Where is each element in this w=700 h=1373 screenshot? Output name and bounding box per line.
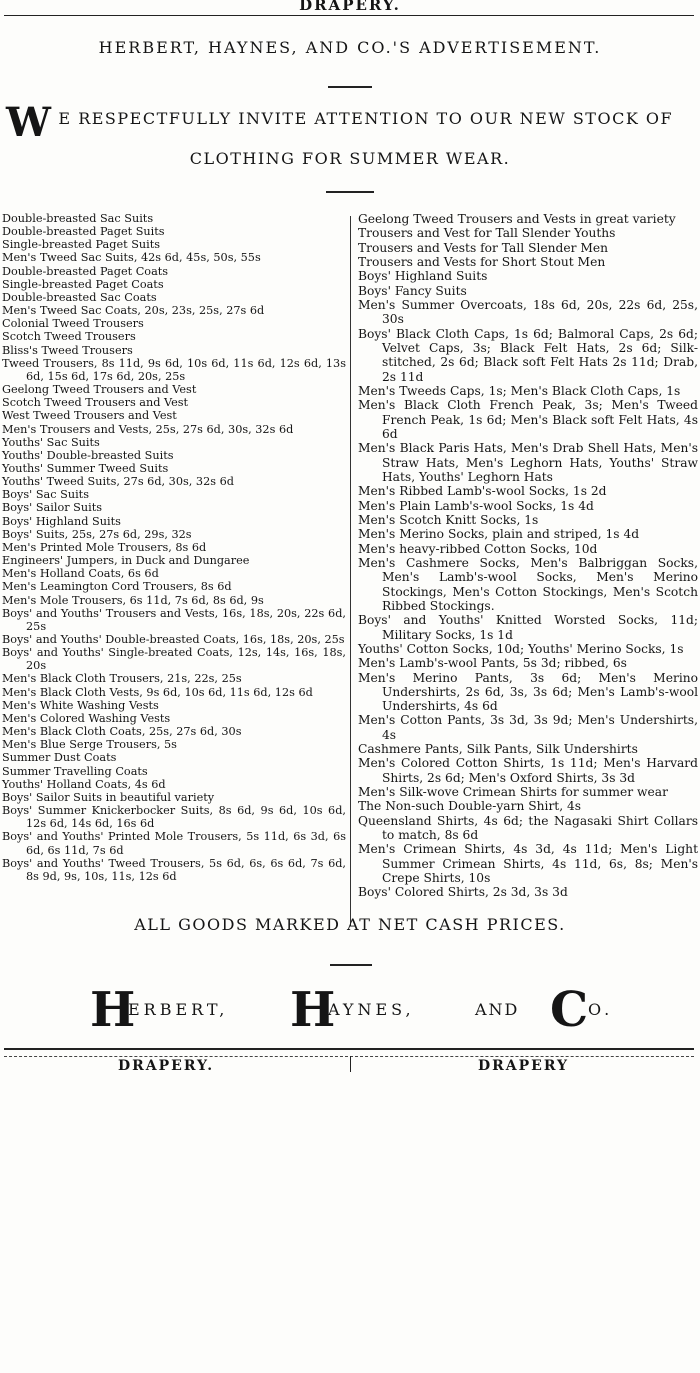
list-item: Men's Ribbed Lamb's-wool Socks, 1s 2d: [358, 484, 607, 499]
list-item: Youths' Sac Suits: [2, 435, 100, 449]
list-item: Summer Dust Coats: [2, 751, 117, 765]
drop-cap: W: [6, 99, 53, 146]
list-item: Men's Summer Overcoats, 18s 6d, 20s, 22s 6d, 25s, 30s: [358, 297, 698, 327]
list-item: Men's Merino Socks, plain and striped, 1s 4d: [358, 527, 640, 542]
list-item: Trousers and Vests for Short Stout Men: [358, 254, 606, 269]
footer-right: DRAPERY: [478, 1058, 570, 1074]
running-head: DRAPERY.: [299, 0, 401, 14]
short-rule: [328, 86, 372, 88]
list-item: The Non-such Double-yarn Shirt, 4s: [358, 799, 582, 814]
list-item: Youths' Holland Coats, 4s 6d: [2, 777, 166, 791]
list-item: Trousers and Vest for Tall Slender Youths: [358, 226, 616, 241]
list-item: Men's Lamb's-wool Pants, 5s 3d; ribbed, 6s: [358, 656, 627, 671]
list-item: Boys' and Youths' Printed Mole Trousers, 5s 11d, 6s 3d, 6s 6d, 6s 11d, 7s 6d: [2, 830, 346, 857]
footer-left: DRAPERY.: [118, 1058, 215, 1074]
list-item: Youths' Cotton Socks, 10d; Youths' Merino Socks, 1s: [358, 641, 684, 656]
top-rule: [4, 15, 694, 16]
list-item: Double-breasted Paget Suits: [2, 225, 165, 239]
signature-initial-c: C: [550, 982, 593, 1038]
list-item: Men's Crimean Shirts, 4s 3d, 4s 11d; Men's Light Summer Crimean Shirts, 4s 11d, 6s, 8s; Men's Crepe Shirts, 10s: [358, 842, 698, 886]
list-item: Boys' and Youths' Double-breasted Coats, 16s, 18s, 20s, 25s: [2, 633, 345, 646]
list-item: Men's Black Cloth French Peak, 3s; Men's Tweed French Peak, 1s 6d; Men's Black soft Felt Hats, 4s 6d: [358, 398, 698, 441]
list-item: Boys' Sailor Suits: [2, 501, 103, 515]
list-item: Boys' and Youths' Trousers and Vests, 16s, 18s, 20s, 22s 6d, 25s: [2, 606, 346, 633]
list-item: Bliss's Tweed Trousers: [2, 343, 133, 357]
list-item: Boys' Summer Knickerbocker Suits, 8s 6d, 9s 6d, 10s 6d, 12s 6d, 14s 6d, 16s 6d: [2, 804, 346, 831]
list-item: Men's Tweed Sac Coats, 20s, 23s, 25s, 27s 6d: [2, 304, 265, 318]
list-item: Scotch Tweed Trousers and Vest: [2, 396, 189, 410]
list-item: Boys' Highland Suits: [358, 269, 488, 284]
list-item: Youths' Double-breasted Suits: [2, 448, 174, 462]
list-item: Double-breasted Paget Coats: [2, 264, 169, 278]
list-item: Boys' and Youths' Tweed Trousers, 5s 6d, 6s, 6s 6d, 7s 6d, 8s 9d, 9s, 10s, 11s, 12s 6d: [2, 856, 346, 883]
short-rule: [326, 191, 374, 193]
net-cash-notice: ALL GOODS MARKED AT NET CASH PRICES.: [134, 915, 566, 934]
list-item: Men's Cashmere Socks, Men's Balbriggan Socks, Men's Lamb's-wool Socks, Men's Merino Stockings, Men's Cotton Stockings, Men's Scotch Ribbed Stockings.: [358, 555, 698, 613]
intro-paragraph: [6, 99, 694, 170]
list-item: Youths' Summer Tweed Suits: [2, 461, 169, 475]
list-item: Trousers and Vests for Tall Slender Men: [358, 240, 609, 255]
list-item: Men's Tweed Sac Suits, 42s 6d, 45s, 50s, 55s: [2, 251, 261, 265]
list-item: Men's Silk-wove Crimean Shirts for summer wear: [358, 785, 668, 800]
list-item: Double-breasted Sac Suits: [2, 212, 154, 225]
list-item: Boys' and Youths' Single-breated Coats, 12s, 14s, 16s, 18s, 20s: [2, 646, 346, 673]
list-item: Men's Holland Coats, 6s 6d: [2, 567, 159, 581]
signature-co: O.: [588, 1000, 614, 1019]
list-item: Scotch Tweed Trousers: [2, 330, 136, 344]
advertisement-title: HERBERT, HAYNES, AND CO.'S ADVERTISEMENT.: [98, 38, 602, 57]
list-item: Double-breasted Sac Coats: [2, 290, 157, 304]
list-item: Men's Leamington Cord Trousers, 8s 6d: [2, 580, 232, 594]
short-rule: [330, 964, 372, 966]
signature-and: AND: [475, 1000, 520, 1019]
list-item: Men's Tweeds Caps, 1s; Men's Black Cloth Caps, 1s: [358, 383, 681, 398]
list-item: Geelong Tweed Trousers and Vests in great variety: [358, 212, 676, 226]
right-column: [358, 212, 698, 900]
signature-herbert: ERBERT,: [128, 1000, 229, 1019]
list-item: Engineers' Jumpers, in Duck and Dungaree: [2, 554, 250, 568]
list-item: Men's Blue Serge Trousers, 5s: [2, 738, 177, 752]
left-column: [2, 212, 346, 883]
intro-line-1: E RESPECTFULLY INVITE ATTENTION TO OUR NEW STOCK OF: [58, 109, 674, 128]
list-item: Summer Travelling Coats: [2, 764, 148, 778]
list-item: Boys' Sailor Suits in beautiful variety: [2, 790, 215, 804]
list-item: Men's White Washing Vests: [2, 698, 159, 712]
list-item: Boys' Suits, 25s, 27s 6d, 29s, 32s: [2, 527, 192, 541]
list-item: Men's Colored Washing Vests: [2, 711, 171, 725]
list-item: Men's Scotch Knitt Socks, 1s: [358, 512, 539, 527]
list-item: Queensland Shirts, 4s 6d; the Nagasaki Shirt Collars to match, 8s 6d: [358, 813, 698, 843]
list-item: Boys' Sac Suits: [2, 488, 89, 502]
footer-divider: [350, 1056, 351, 1072]
signature-haynes: AYNES,: [328, 1000, 415, 1019]
list-item: Boys' and Youths' Knitted Worsted Socks, 11d; Military Socks, 1s 1d: [358, 613, 698, 642]
list-item: Men's Plain Lamb's-wool Socks, 1s 4d: [358, 498, 594, 513]
list-item: Cashmere Pants, Silk Pants, Silk Undershirts: [358, 742, 638, 757]
list-item: Men's Cotton Pants, 3s 3d, 3s 9d; Men's Undershirts, 4s: [358, 713, 698, 742]
signature-initial-h: H: [290, 982, 340, 1038]
list-item: Men's Mole Trousers, 6s 11d, 7s 6d, 8s 6d, 9s: [2, 593, 264, 607]
list-item: West Tweed Trousers and Vest: [2, 409, 177, 423]
list-item: Men's Merino Pants, 3s 6d; Men's Merino Undershirts, 2s 6d, 3s, 3s 6d; Men's Lamb's-wool Undershirts, 4s 6d: [358, 670, 698, 714]
list-item: Youths' Tweed Suits, 27s 6d, 30s, 32s 6d: [2, 475, 234, 489]
list-item: Men's heavy-ribbed Cotton Socks, 10d: [358, 541, 598, 556]
list-item: Men's Black Cloth Trousers, 21s, 22s, 25s: [2, 672, 242, 686]
intro-line-2: CLOTHING FOR SUMMER WEAR.: [189, 149, 511, 168]
list-item: Men's Black Paris Hats, Men's Drab Shell Hats, Men's Straw Hats, Men's Leghorn Hats, Youths' Straw Hats, Youths' Leghorn Hats: [358, 441, 698, 484]
list-item: Men's Printed Mole Trousers, 8s 6d: [2, 540, 207, 554]
signature-initial-h: H: [90, 982, 140, 1038]
list-item: Colonial Tweed Trousers: [2, 317, 144, 331]
list-item: Men's Trousers and Vests, 25s, 27s 6d, 30s, 32s 6d: [2, 422, 294, 436]
list-item: Men's Black Cloth Vests, 9s 6d, 10s 6d, 11s 6d, 12s 6d: [2, 685, 313, 699]
list-item: Boys' Colored Shirts, 2s 3d, 3s 3d: [358, 885, 568, 900]
list-item: Tweed Trousers, 8s 11d, 9s 6d, 10s 6d, 11s 6d, 12s 6d, 13s 6d, 15s 6d, 17s 6d, 20s, 25s: [2, 356, 346, 383]
list-item: Boys' Black Cloth Caps, 1s 6d; Balmoral Caps, 2s 6d; Velvet Caps, 3s; Black Felt Hats, 2s 6d; Silk-stitched, 2s 6d; Black soft Felt Hats 2s 11d; Drab, 2s 11d: [358, 326, 698, 384]
column-divider: [350, 216, 351, 926]
list-item: Geelong Tweed Trousers and Vest: [2, 383, 197, 397]
list-item: Men's Black Cloth Coats, 25s, 27s 6d, 30s: [2, 725, 242, 739]
list-item: Single-breasted Paget Suits: [2, 238, 161, 252]
list-item: Men's Colored Cotton Shirts, 1s 11d; Men's Harvard Shirts, 2s 6d; Men's Oxford Shirts, 3s 3d: [358, 756, 698, 785]
bottom-rule: [4, 1048, 694, 1057]
list-item: Boys' Fancy Suits: [358, 283, 467, 298]
list-item: Boys' Highland Suits: [2, 514, 121, 528]
list-item: Single-breasted Paget Coats: [2, 277, 164, 291]
